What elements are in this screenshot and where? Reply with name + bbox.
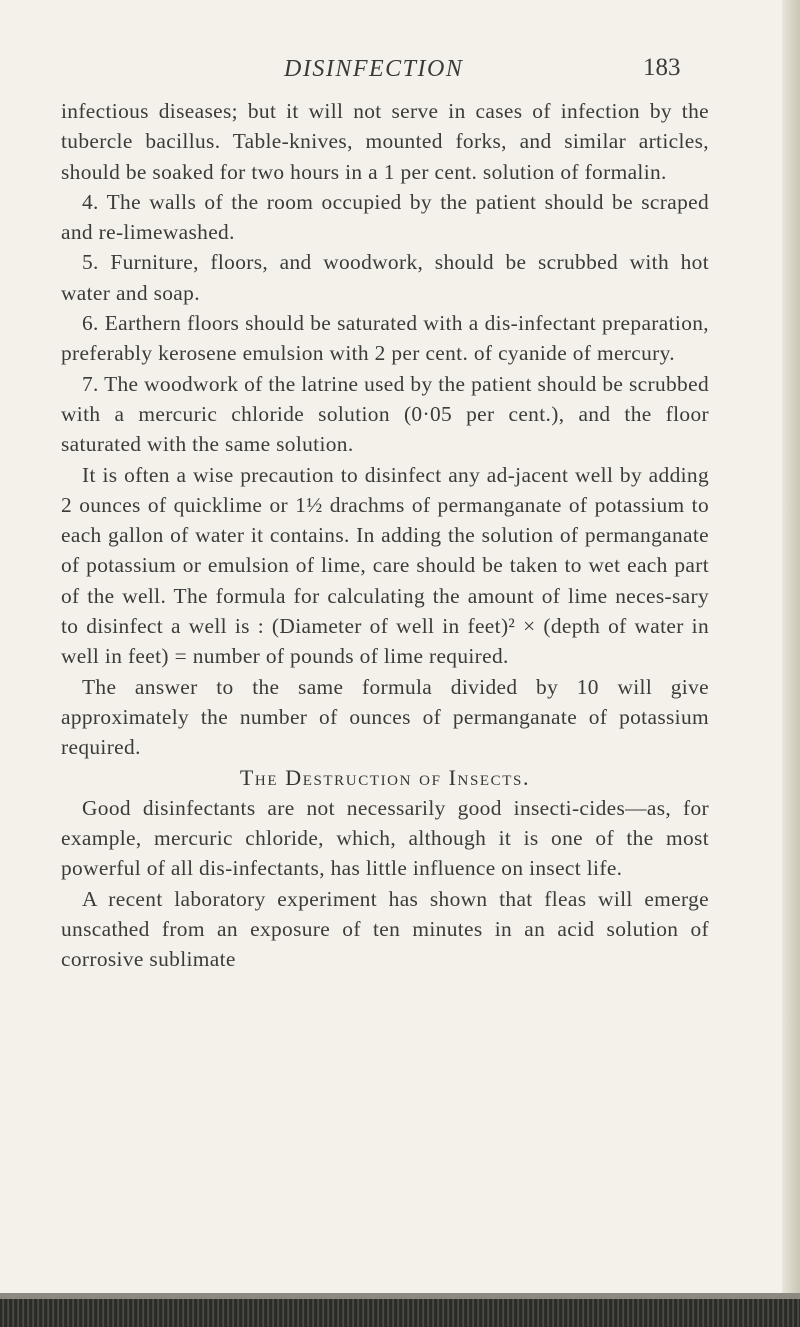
paragraph: infectious diseases; but it will not serve in cases of infection by the tubercle bacillus. Table-knives, mounted forks, and similar articles, should be soaked for two hours in a 1 per cent. solution of formalin. xyxy=(61,99,709,184)
paragraph: Good disinfectants are not necessarily good insecti-cides—as, for example, mercuric chloride, which, although it is one of the most powerful of all dis-infectants, has little influence on insect life. xyxy=(61,795,709,881)
section-heading: The Destruction of Insects. xyxy=(239,764,531,790)
paragraph: 5. Furniture, floors, and woodwork, should be scrubbed with hot water and soap. xyxy=(61,250,709,305)
page-header xyxy=(60,56,760,92)
paragraph: The answer to the same formula divided by 10 will give approximately the number of ounces of permanganate of potassium required. xyxy=(61,674,709,760)
paragraph: A recent laboratory experiment has shown that fleas will emerge unscathed from an exposure of ten minutes in an acid solution of corrosive sublimate xyxy=(61,886,709,972)
running-title: DISINFECTION xyxy=(284,56,464,82)
paragraph: It is often a wise precaution to disinfect any ad-jacent well by adding 2 ounces of quicklime or 1½ drachms of permanganate of potassium to each gallon of water it contains. In adding the solution of permanganate of potassium or emulsion of lime, care should be taken to wet each part of the well. The formula for calculating the amount of lime neces-sary to disinfect a well is : (Diameter of well in feet)² × (depth of water in well in feet) = number of pounds of lime required. xyxy=(61,462,709,669)
page-edge-shadow xyxy=(782,0,800,1327)
body-text xyxy=(61,96,709,975)
page-number: 183 xyxy=(643,54,681,81)
paragraph: 4. The walls of the room occupied by the patient should be scraped and re-limewashed. xyxy=(61,189,709,245)
paragraph: 7. The woodwork of the latrine used by the patient should be scrubbed with a mercuric chloride solution (0·05 per cent.), and the floor saturated with the same solution. xyxy=(61,371,709,457)
book-spine-edge xyxy=(0,1293,800,1327)
paragraph: 6. Earthern floors should be saturated with a dis-infectant preparation, preferably kerosene emulsion with 2 per cent. of cyanide of mercury. xyxy=(61,311,709,366)
